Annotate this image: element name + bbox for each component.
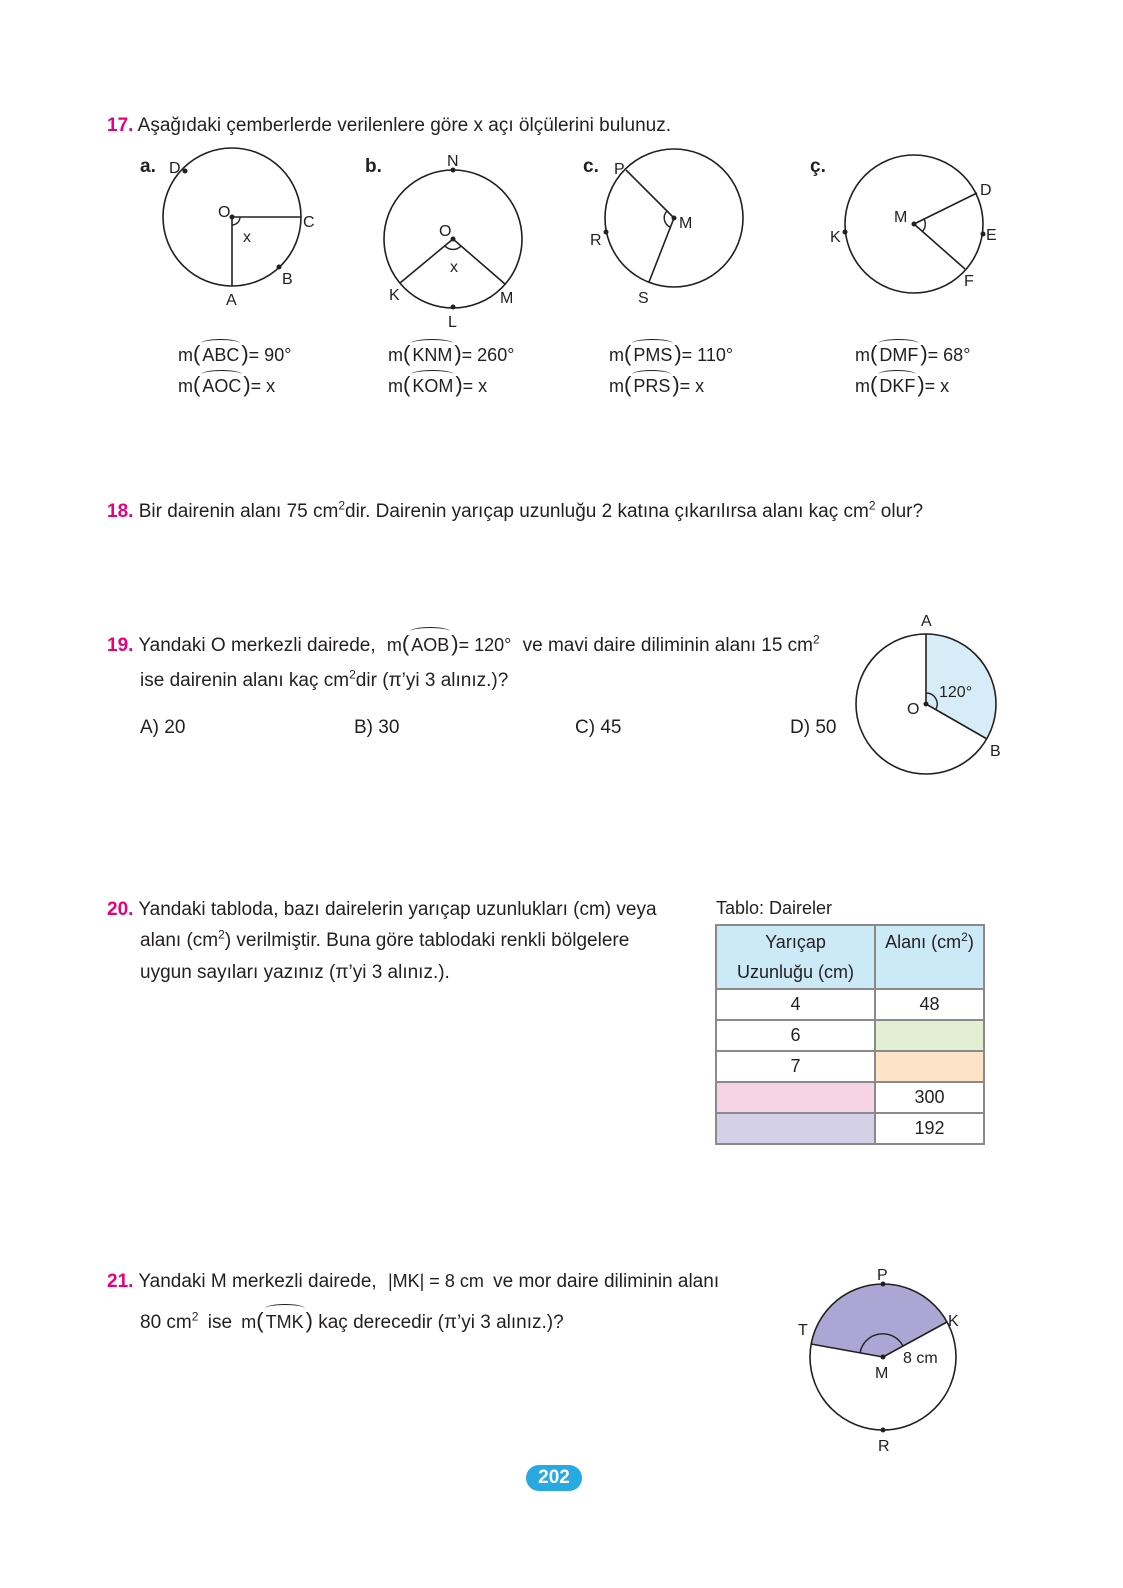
q19-prompt-line1: 19. Yandaki O merkezli dairede, m( AOB)= 120° ve mavi daire diliminin alanı 15 $cm^2$ xyxy=(107,631,820,656)
cell-area: 48 xyxy=(875,989,984,1020)
label-f: F xyxy=(964,273,974,290)
label-m: M xyxy=(875,1365,889,1382)
cell-radius-purple[interactable] xyxy=(716,1113,875,1144)
radius-om xyxy=(453,239,505,284)
label-p: P xyxy=(877,1267,888,1284)
table-row xyxy=(716,1020,984,1051)
radius-mf xyxy=(914,224,965,269)
label-o: O xyxy=(439,223,452,240)
label-angle: 120° xyxy=(939,684,973,701)
label-x: x xyxy=(243,229,251,246)
label-k: K xyxy=(389,287,400,304)
choice-d[interactable]: D) 50 xyxy=(790,717,837,738)
find-value: = x xyxy=(679,376,705,396)
q17b-label: b. xyxy=(365,156,382,177)
angle-label: PRS xyxy=(633,376,671,396)
label-d: D xyxy=(980,182,992,199)
label-m: M xyxy=(500,290,514,307)
point-b xyxy=(277,265,282,270)
cell-area-green[interactable] xyxy=(875,1020,984,1051)
q19-number: 19. xyxy=(107,635,134,656)
cell-radius-pink[interactable] xyxy=(716,1082,875,1113)
choice-b[interactable]: B) 30 xyxy=(354,717,400,738)
q17d-label: ç. xyxy=(810,156,826,177)
table-row xyxy=(716,1113,984,1144)
q17a-figure xyxy=(150,145,330,315)
q17a-label: a. xyxy=(140,156,156,177)
angle-label: DKF xyxy=(879,376,916,396)
label-p: P xyxy=(614,161,625,178)
radius-ms xyxy=(649,218,674,282)
label-k: K xyxy=(830,229,841,246)
label-b: B xyxy=(282,271,293,288)
label-o: O xyxy=(907,701,920,718)
point-d xyxy=(183,169,188,174)
label-s: S xyxy=(638,290,649,307)
label-b: B xyxy=(990,743,1001,760)
find-value: = x xyxy=(462,376,488,396)
q21-figure xyxy=(790,1262,980,1462)
find-value: = x xyxy=(250,376,276,396)
cell-radius: 6 xyxy=(716,1020,875,1051)
arc-label: PMS xyxy=(633,345,673,365)
center-point xyxy=(672,216,677,221)
radius-ok xyxy=(400,239,453,283)
q17-number: 17. xyxy=(107,115,134,136)
angle-mark xyxy=(445,246,461,249)
page-number: 202 xyxy=(526,1465,582,1491)
point-l xyxy=(451,305,456,310)
q17d-find: m( DKF)= x xyxy=(855,372,950,397)
find-value: = x xyxy=(924,376,950,396)
label-x: x xyxy=(450,259,458,276)
label-m: M xyxy=(679,215,693,232)
label-m: M xyxy=(894,209,908,226)
q20-number: 20. xyxy=(107,899,134,920)
q17-text: Aşağıdaki çemberlerde verilenlere göre x açı ölçülerini bulunuz. xyxy=(137,115,671,136)
q21-number: 21. xyxy=(107,1271,134,1292)
point-e xyxy=(981,232,986,237)
arc-label: DMF xyxy=(879,345,919,365)
q17a-given: m( ABC)= 90° xyxy=(178,341,292,366)
table-header-row xyxy=(716,925,984,989)
label-k: K xyxy=(948,1313,959,1330)
center-point xyxy=(924,702,929,707)
angle-label: KOM xyxy=(412,376,454,396)
label-r: R xyxy=(878,1438,890,1455)
table-row xyxy=(716,1051,984,1082)
label-r: R xyxy=(590,232,602,249)
q17c-find: m( PRS)= x xyxy=(609,372,705,397)
label-o: O xyxy=(218,204,231,221)
label-a: A xyxy=(921,613,932,630)
point-r xyxy=(881,1428,886,1433)
q19-figure xyxy=(840,608,1020,783)
q20-line3: uygun sayıları yazınız (π’yi 3 alınız.). xyxy=(140,962,450,983)
label-length: 8 cm xyxy=(903,1350,938,1367)
purple-sector xyxy=(811,1284,947,1357)
label-c: C xyxy=(303,214,315,231)
choice-a[interactable]: A) 20 xyxy=(140,717,186,738)
q17d-figure xyxy=(825,145,1010,305)
cell-area-orange[interactable] xyxy=(875,1051,984,1082)
given-value: = 260° xyxy=(461,345,515,365)
q20-line1: 20. Yandaki tabloda, bazı dairelerin yarıçap uzunlukları (cm) veya xyxy=(107,899,657,920)
given-value: = 90° xyxy=(248,345,292,365)
mk-length: |MK| = 8 cm xyxy=(387,1271,484,1291)
q17b-given: m( KNM)= 260° xyxy=(388,341,515,366)
table-row xyxy=(716,989,984,1020)
q18-number: 18. xyxy=(107,501,134,522)
label-t: T xyxy=(798,1322,808,1339)
given-value: = 68° xyxy=(927,345,971,365)
q18-prompt: 18. Bir dairenin alanı 75 $cm^2dir$. Dairenin yarıçap uzunluğu 2 katına çıkarılırsa alanı kaç $cm^2$ olur? xyxy=(107,498,924,522)
choice-c[interactable]: C) 45 xyxy=(575,717,622,738)
point-k xyxy=(843,230,848,235)
table-title: Tablo: Daireler xyxy=(716,898,833,918)
angle-label: AOB xyxy=(411,635,450,655)
header-area: Alanı $(cm^2)$ xyxy=(875,925,984,989)
q17a-find: m( AOC)= x xyxy=(178,372,276,397)
arc-label: KNM xyxy=(412,345,453,365)
center-point xyxy=(881,1355,886,1360)
q17b-find: m( KOM)= x xyxy=(388,372,488,397)
label-a: A xyxy=(226,292,237,309)
q21-line1: 21. Yandaki M merkezli dairede, |MK| = 8 cm ve mor daire diliminin alanı xyxy=(107,1271,720,1292)
center-point xyxy=(912,222,917,227)
header-radius: Yarıçap Uzunluğu (cm) xyxy=(716,925,875,989)
q21-line2: 80 $cm^2$ ise m( TMK) kaç derecedir (π’yi 3 alınız.)? xyxy=(140,1308,564,1333)
cell-area: 192 xyxy=(875,1113,984,1144)
q20-line2: alanı $(cm^2)$ verilmiştir. Buna göre tablodaki renkli bölgelere xyxy=(140,927,630,951)
arc-label: ABC xyxy=(202,345,240,365)
q17-prompt xyxy=(107,114,671,138)
point-r xyxy=(604,230,609,235)
cell-area: 300 xyxy=(875,1082,984,1113)
table-row xyxy=(716,1082,984,1113)
given-value: = 110° xyxy=(681,345,734,365)
angle-label: AOC xyxy=(202,376,242,396)
cell-radius: 4 xyxy=(716,989,875,1020)
label-l: L xyxy=(448,314,457,330)
q19-prompt-line2: ise dairenin alanı kaç $cm^2dir$ (π’yi 3 alınız.)? xyxy=(140,667,509,691)
label-n: N xyxy=(447,153,459,170)
label-d: D xyxy=(169,160,181,177)
q17c-figure xyxy=(585,145,755,315)
cell-radius: 7 xyxy=(716,1051,875,1082)
q17b-figure xyxy=(380,150,530,330)
q17c-label: c. xyxy=(583,156,599,177)
angle-mark xyxy=(922,219,925,232)
q17c-given: m( PMS)= 110° xyxy=(609,341,734,366)
label-e: E xyxy=(986,227,997,244)
radius-mp xyxy=(626,170,674,218)
circles-table xyxy=(715,924,985,1145)
q17d-given: m( DMF)= 68° xyxy=(855,341,971,366)
angle-label: TMK xyxy=(265,1312,304,1332)
